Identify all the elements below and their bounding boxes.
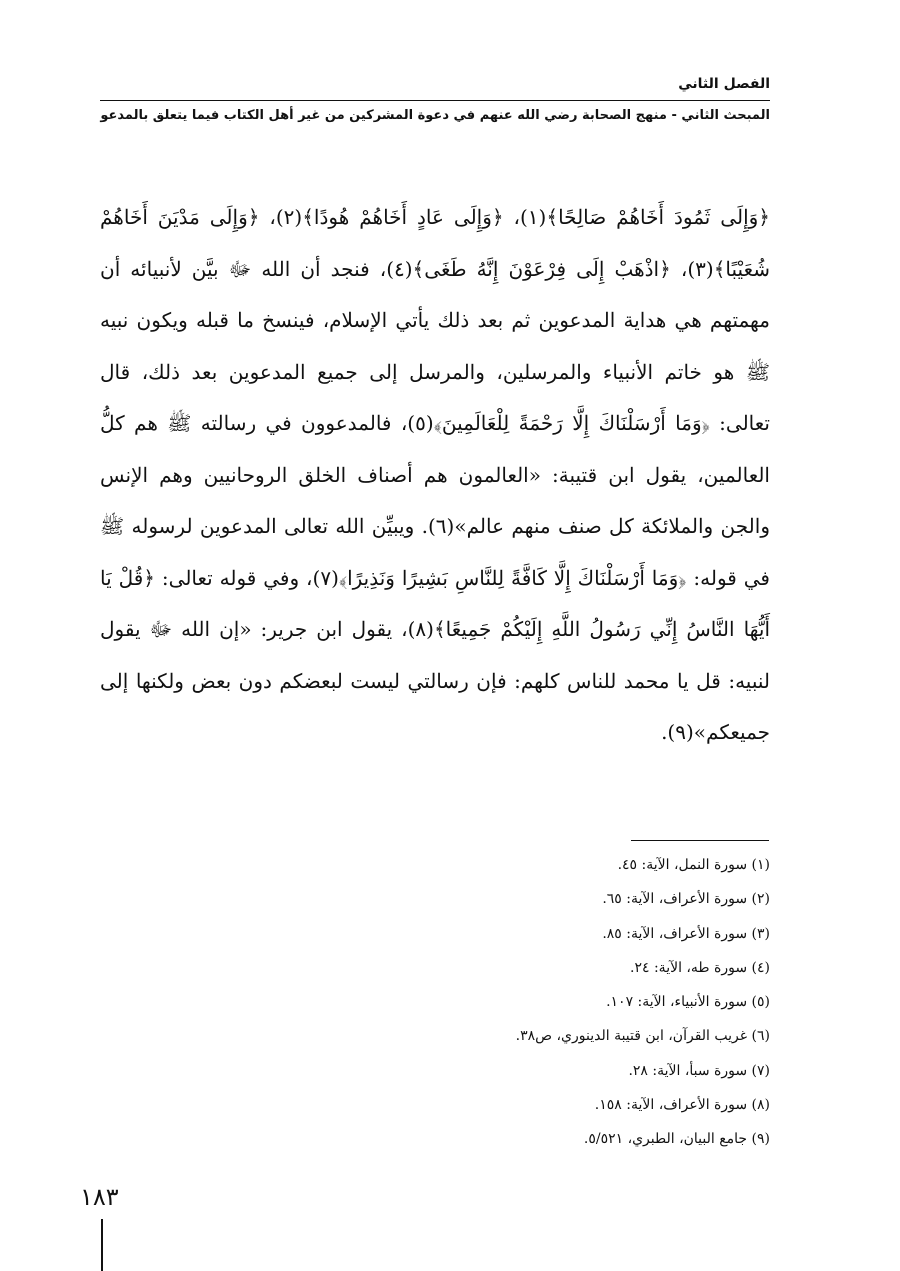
header-rule (100, 100, 770, 101)
body-paragraph: ﴿وَإِلَى ثَمُودَ أَخَاهُمْ صَالِحًا﴾(١)، ﴿وَإِلَى عَادٍ أَخَاهُمْ هُودًا﴾(٢)، ﴿وَإِلَى مَدْيَنَ أَخَاهُمْ شُعَيْبًا﴾(٣)، ﴿اذْهَبْ إِلَى فِرْعَوْنَ إِنَّهُ طَغَى﴾(٤)، فنجد أن الله ﷻ بيَّن لأنبيائه أن مهمتهم هي هداية المدعوين ثم بعد ذلك يأتي الإسلام، فينسخ ما قبله ويكون نبيه ﷺ هو خاتم الأنبياء والمرسلين، والمرسل إلى جميع المدعوين بعد ذلك، قال تعالى: ﴿وَمَا أَرْسَلْنَاكَ إِلَّا رَحْمَةً لِلْعَالَمِينَ﴾(٥)، فالمدعوون في رسالته ﷺ هم كلُّ العالمين، يقول ابن قتيبة: «العالمون هم أصناف الخلق الروحانيين وهم الإنس والجن والملائكة كل صنف منهم عالم»(٦). ويبيِّن الله تعالى المدعوين لرسوله ﷺ في قوله: ﴿وَمَا أَرْسَلْنَاكَ إِلَّا كَافَّةً لِلنَّاسِ بَشِيرًا وَنَذِيرًا﴾(٧)، وفي قوله تعالى: ﴿قُلْ يَا أَيُّهَا النَّاسُ إِنِّي رَسُولُ اللَّهِ إِلَيْكُمْ جَمِيعًا﴾(٨)، يقول ابن جرير: «إن الله ﷻ يقول لنبيه: قل يا محمد للناس كلهم: فإن رسالتي ليست لبعضكم دون بعض ولكنها إلى جميعكم»(٩). (100, 205, 771, 744)
section-title: المبحث الثاني - منهج الصحابة رضي الله عنهم في دعوة المشركين من غير أهل الكتاب فيما يتعلق بالمدعو (100, 108, 770, 123)
footnote-5: (٥) سورة الأنبياء، الآية: ١٠٧. (606, 994, 770, 1011)
footnote-4: (٤) سورة طه، الآية: ٢٤. (630, 959, 770, 976)
footnote-separator (631, 840, 769, 841)
footnote-2: (٢) سورة الأعراف، الآية: ٦٥. (602, 891, 770, 908)
chapter-title: الفصل الثاني (678, 76, 770, 92)
footnote-9: (٩) جامع البيان، الطبري، ٥/٥٢١. (583, 1131, 770, 1148)
page-number: ١٨٣ (80, 1183, 119, 1211)
footnotes (300, 848, 770, 1157)
running-header (100, 74, 770, 127)
footnote-7: (٧) سورة سبأ، الآية: ٢٨. (628, 1062, 770, 1079)
footnote-8: (٨) سورة الأعراف، الآية: ١٥٨. (594, 1097, 770, 1114)
footnote-3: (٣) سورة الأعراف، الآية: ٨٥. (602, 925, 770, 942)
margin-line (101, 1219, 103, 1271)
footnote-6: (٦) غريب القرآن، ابن قتيبة الدينوري، ص٣٨. (515, 1028, 770, 1045)
footnote-1: (١) سورة النمل، الآية: ٤٥. (617, 857, 770, 873)
